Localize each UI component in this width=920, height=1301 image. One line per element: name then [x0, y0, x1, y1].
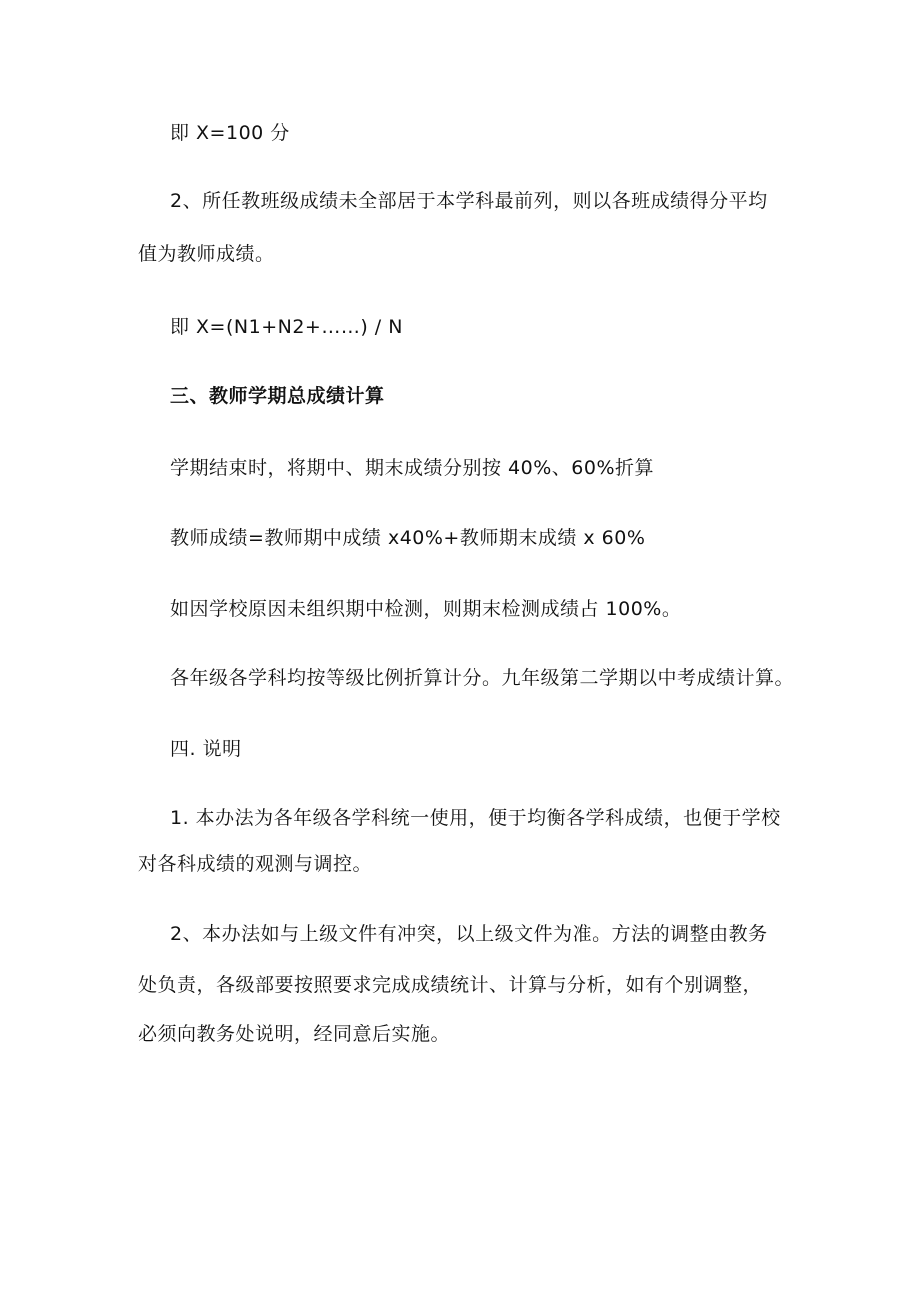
note-2-line-3: 必须向教务处说明，经同意后实施。	[138, 1023, 451, 1045]
section-heading-3: 三、教师学期总成绩计算	[170, 385, 385, 407]
rule-2-line-2: 值为教师成绩。	[138, 243, 275, 265]
formula-line-average: 即 X=(N1+N2+……) / N	[170, 316, 403, 338]
rule-2-line-1: 2、所任教班级成绩未全部居于本学科最前列，则以各班成绩得分平均	[170, 190, 768, 212]
section-heading-4: 四. 说明	[170, 738, 242, 760]
note-2-line-2: 处负责，各级部要按照要求完成成绩统计、计算与分析，如有个别调整，	[138, 974, 763, 996]
grade-level-line: 各年级各学科均按等级比例折算计分。九年级第二学期以中考成绩计算。	[170, 667, 795, 689]
teacher-score-formula: 教师成绩=教师期中成绩 x40%+教师期末成绩 x 60%	[170, 527, 646, 549]
no-midterm-line: 如因学校原因未组织期中检测，则期末检测成绩占 100%。	[170, 598, 682, 620]
note-2-line-1: 2、本办法如与上级文件有冲突，以上级文件为准。方法的调整由教务	[170, 923, 768, 945]
note-1-line-2: 对各科成绩的观测与调控。	[138, 853, 373, 875]
note-1-line-1: 1. 本办法为各年级各学科统一使用，便于均衡各学科成绩，也便于学校	[170, 807, 781, 829]
formula-line-full-score: 即 X=100 分	[170, 122, 290, 144]
semester-end-line: 学期结束时，将期中、期末成绩分别按 40%、60%折算	[170, 457, 655, 479]
